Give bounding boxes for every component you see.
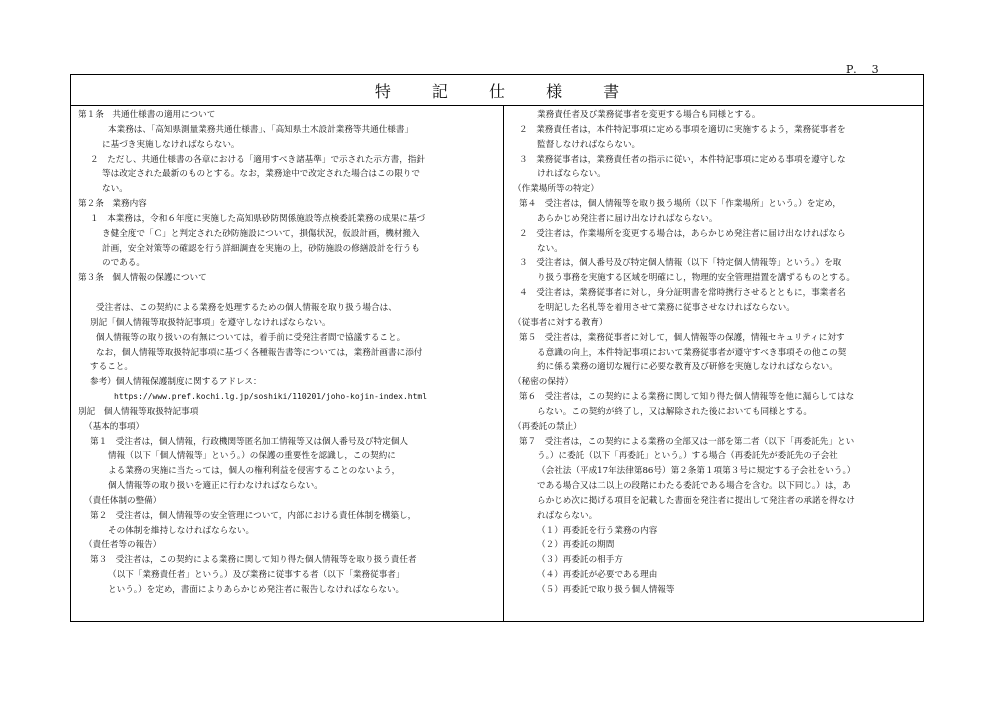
right-column-line: らない。この契約が終了し，又は解除された後においても同様とする。 xyxy=(537,406,813,417)
left-column-line xyxy=(78,286,496,301)
right-column-line: ４ 受注者は，業務従事者に対し，身分証明書を常時携行させるとともに，事業者名 xyxy=(519,288,846,299)
right-column-line: う。）に委託（以下「再委託」という。）する場合（再委託先が委託先の子会社 xyxy=(537,451,838,462)
right-column-line: る意識の向上，本件特記事項において業務従事者が遵守すべき事項その他この契 xyxy=(537,347,847,358)
left-column-line: （以下「業務責任者」という。）及び業務に従事する者（以下「業務従事者」 xyxy=(108,570,405,581)
right-column-line: ３ 業務従事者は，業務責任者の指示に従い，本件特記事項に定める事項を遵守しな xyxy=(519,154,846,165)
column-divider xyxy=(503,105,504,621)
left-column-line: ない。 xyxy=(102,184,128,195)
left-column-line: 本業務は、「高知県測量業務共通仕様書」、「高知県土木設計業務等共通仕様書」 xyxy=(108,124,414,135)
right-column-line: （５）再委託で取り扱う個人情報等 xyxy=(537,585,675,595)
left-column-line: のである。 xyxy=(102,258,145,269)
right-column-line: 第５ 受注者は，業務従事者に対して，個人情報等の保護，情報セキュリティに対す xyxy=(519,332,845,343)
left-column-line: に基づき実施しなければならない。 xyxy=(102,139,240,150)
right-column-line: 第７ 受注者は，この契約による業務の全部又は一部を第二者（以下「再委託先」とい xyxy=(519,436,855,447)
left-column-line: 第３条 個人情報の保護について xyxy=(78,273,207,284)
left-column-line: よる業務の実施に当たっては，個人の権利利益を侵害することのないよう， xyxy=(108,466,401,477)
right-column-line: 監督しなければならない。 xyxy=(537,139,641,150)
right-column-line: （４）再委託が必要である理由 xyxy=(537,570,658,581)
left-column-line: https://www.pref.kochi.lg.jp/soshiki/110201/joho-kojin-index.html xyxy=(114,392,428,402)
right-column-line: 第６ 受注者は，この契約による業務に関して知り得た個人情報等を他に漏らしてはな xyxy=(519,392,855,403)
spec-document-frame xyxy=(70,74,924,622)
title-row xyxy=(71,75,923,106)
left-column-line: 第１条 共通仕様書の適用について xyxy=(78,110,216,120)
right-column-line: を明記した名札等を着用させて業務に従事させなければならない。 xyxy=(537,302,795,313)
page-number: P. 3 xyxy=(846,63,881,76)
left-column xyxy=(78,108,496,598)
right-column-line: （１）再委託を行う業務の内容 xyxy=(537,525,658,536)
left-column-line: なお，個人情報等取扱特記事項に基づく各種報告書等については，業務計画書に添付 xyxy=(96,347,423,358)
left-column-line: という。）を定め，書面によりあらかじめ発注者に報告しなければならない。 xyxy=(108,585,405,595)
right-column-line: ２ 業務責任者は，本件特記事項に定める事項を適切に実施するよう，業務従事者を xyxy=(519,124,846,135)
left-column-line: 計画，安全対策等の確認を行う詳細調査を実施の上，砂防施設の修繕設計を行うも xyxy=(102,243,420,254)
left-column-line: 別記 個人情報等取扱特記事項 xyxy=(78,406,199,417)
right-column-line: ればならない。 xyxy=(537,510,598,521)
right-column-line: （秘密の保持） xyxy=(513,377,574,388)
left-column-line: （基本的事項） xyxy=(84,421,145,432)
left-column-line: 第２条 業務内容 xyxy=(78,199,147,210)
left-column-line: その体制を維持しなければならない。 xyxy=(108,525,255,536)
left-column-line: 第２ 受注者は，個人情報等の安全管理について，内部における責任体制を構築し， xyxy=(90,510,417,521)
right-column-line: （会社法（平成17年法律第86号）第２条第１項第３号に規定する子会社をいう。） xyxy=(537,466,856,477)
right-column xyxy=(513,108,918,598)
document-title: 特 記 仕 様 書 xyxy=(374,81,638,101)
left-column-line: 参考）個人情報保護制度に関するアドレス： xyxy=(90,377,262,388)
right-column-line: （作業場所等の特定） xyxy=(513,184,599,195)
right-column-line: ２ 受注者は，作業場所を変更する場合は，あらかじめ発注者に届け出なければなら xyxy=(519,228,846,239)
right-column-line: あらかじめ発注者に届け出なければならない。 xyxy=(537,213,718,224)
right-column-line: （２）再委託の期間 xyxy=(537,540,615,551)
right-column-line: （再委託の禁止） xyxy=(513,421,582,432)
right-column-line: （３）再委託の相手方 xyxy=(537,555,623,566)
right-column-line: ３ 受注者は，個人番号及び特定個人情報（以下「特定個人情報等」という。）を取 xyxy=(519,258,842,269)
right-column-line: である場合又は二以上の段階にわたる委託である場合を含む。以下同じ。）は，あ xyxy=(537,481,851,492)
left-column-line: き健全度で「Ｃ」と判定された砂防施設について，損傷状況，仮設計画，機材搬入 xyxy=(102,228,420,239)
right-column-line: ければならない。 xyxy=(537,169,606,180)
left-column-line: 個人情報等の取り扱いを適正に行わなければならない。 xyxy=(108,481,323,492)
left-column-line: 第１ 受注者は，個人情報，行政機関等匿名加工情報等又は個人番号及び特定個人 xyxy=(90,436,408,447)
left-column-line: （責任者等の報告） xyxy=(84,540,162,551)
right-column-line: ない。 xyxy=(537,243,563,254)
left-column-line: １ 本業務は，令和６年度に実施した高知県砂防関係施設等点検委託業務の成果に基づ xyxy=(90,213,426,224)
right-column-line: （従事者に対する教育） xyxy=(513,317,608,328)
left-column-line: 第３ 受注者は，この契約による業務に関して知り得た個人情報等を取り扱う責任者 xyxy=(90,555,417,566)
right-column-line: らかじめ次に掲げる項目を記載した書面を発注者に提出して発注者の承諾を得なけ xyxy=(537,495,855,506)
left-column-line: （責任体制の整備） xyxy=(84,495,162,506)
right-column-line: り扱う事務を実施する区域を明確にし，物理的安全管理措置を講ずるものとする。 xyxy=(537,273,855,284)
left-column-line: すること。 xyxy=(90,362,133,373)
left-column-line: 等は改定された最新のものとする。なお，業務途中で改定された場合はこの限りで xyxy=(102,169,420,180)
left-column-line: 個人情報等の取り扱いの有無については，着手前に受発注者間で協議すること。 xyxy=(96,332,406,343)
left-column-line: 情報（以下「個人情報等」という。）の保護の重要性を認識し，この契約に xyxy=(108,451,396,462)
left-column-line: 受注者は、この契約による業務を処理するための個人情報を取り扱う場合は、 xyxy=(96,302,397,313)
right-column-line: 業務責任者及び業務従事者を変更する場合も同様とする。 xyxy=(537,110,761,120)
right-column-line: 約に係る業務の適切な履行に必要な教育及び研修を実施しなければならない。 xyxy=(537,362,838,373)
left-column-line: 別記「個人情報等取扱特記事項」を遵守しなければならない。 xyxy=(90,317,331,328)
left-column-line: ２ ただし、共通仕様書の各章における「適用すべき諸基準」で示された示方書，指針 xyxy=(90,154,425,165)
right-column-line: 第４ 受注者は，個人情報等を取り扱う場所（以下「作業場所」という。）を定め， xyxy=(519,199,841,210)
